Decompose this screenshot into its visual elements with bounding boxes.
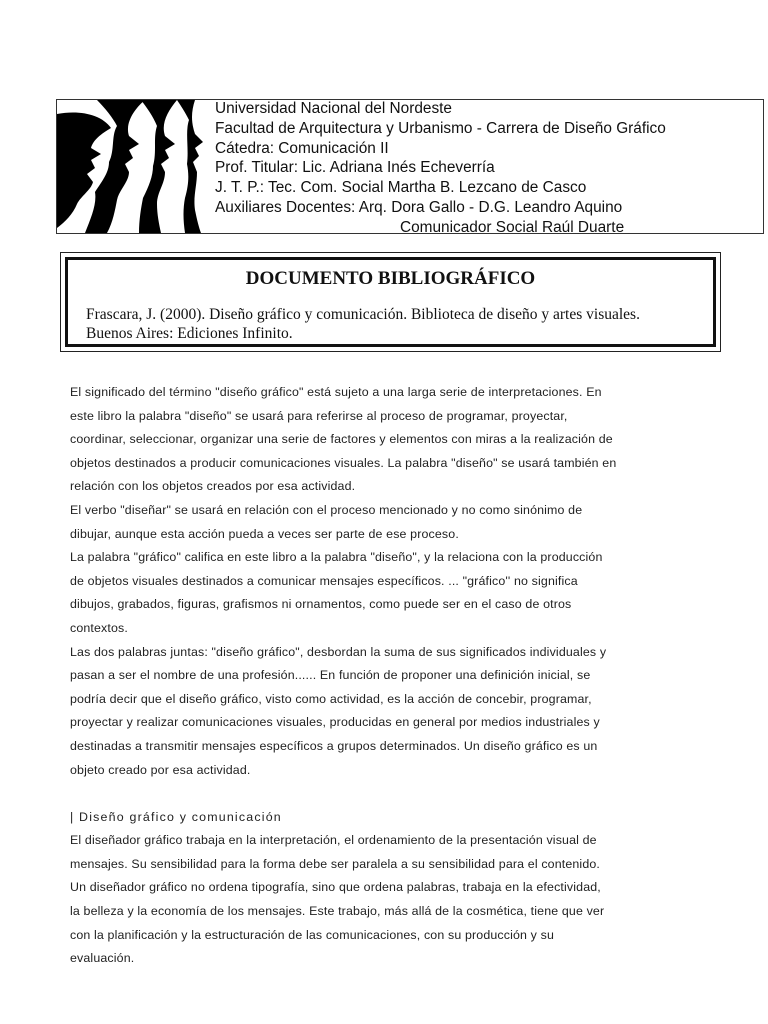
text-line: objeto creado por esa actividad. — [70, 762, 251, 777]
header-university: Universidad Nacional del Nordeste — [215, 100, 452, 117]
text-line: destinadas a transmitir mensajes específicos a grupos determinados. Un diseño gráfico es un — [70, 738, 598, 753]
text-line: El significado del término "diseño gráfico" está sujeto a una larga serie de interpretaciones. En — [70, 385, 602, 399]
text-line: objetos destinados a producir comunicaciones visuales. La palabra "diseño" se usará también en — [70, 455, 617, 470]
faces-logo — [57, 100, 205, 233]
text-line: pasan a ser el nombre de una profesión...... En función de proponer una definición inicial, se — [70, 668, 591, 683]
text-line: relación con los objetos creados por esa actividad. — [70, 479, 356, 494]
text-line: contextos. — [70, 620, 128, 635]
bibliographic-reference — [86, 305, 703, 343]
text-line: proyectar y realizar comunicaciones visuales, producidas en general por medios industriales y — [70, 715, 600, 730]
header-jtp: J. T. P.: Tec. Com. Social Martha B. Lezcano de Casco — [215, 179, 587, 197]
text-line: Las dos palabras juntas: "diseño gráfico", desbordan la suma de sus significados individuales y — [70, 644, 607, 659]
text-line: mensajes. Su sensibilidad para la forma debe ser paralela a su sensibilidad para el contenido. — [70, 856, 600, 871]
text-line: Un diseñador gráfico no ordena tipografía, sino que ordena palabras, trabaja en la efectividad, — [70, 880, 601, 895]
text-line: la belleza y la economía de los mensajes. Este trabajo, más allá de la cosmética, tiene que ver — [70, 904, 605, 919]
paragraph-2 — [70, 499, 710, 546]
section-subheading: | Diseño gráfico y comunicación — [70, 809, 282, 824]
reference-line: Buenos Aires: Ediciones Infinito. — [86, 325, 293, 342]
text-line: podría decir que el diseño gráfico, visto como actividad, es la acción de concebir, programar, — [70, 691, 592, 706]
header-box — [56, 99, 764, 234]
section-gap — [70, 782, 710, 806]
paragraph-5 — [70, 829, 710, 971]
text-line: coordinar, seleccionar, organizar una serie de factores y elementos con miras a la realización de — [70, 432, 613, 447]
text-line: El verbo "diseñar" se usará en relación con el proceso mencionado y no como sinónimo de — [70, 502, 583, 517]
document-box — [60, 252, 721, 352]
header-assistants: Auxiliares Docentes: Arq. Dora Gallo - D.G. Leandro Aquino — [215, 198, 623, 216]
paragraph-1 — [70, 381, 710, 499]
header-communicator: Comunicador Social Raúl Duarte — [400, 218, 625, 236]
document-title: DOCUMENTO BIBLIOGRÁFICO — [245, 268, 536, 289]
text-line: con la planificación y la estructuración de las comunicaciones, con su producción y su — [70, 927, 554, 942]
header-chair: Cátedra: Comunicación II — [215, 139, 389, 157]
text-line: dibujos, grabados, figuras, grafismos ni ornamentos, como puede ser en el caso de otros — [70, 597, 572, 612]
paragraph-3 — [70, 546, 710, 640]
reference-line: Frascara, J. (2000). Diseño gráfico y comunicación. Biblioteca de diseño y artes visuales. — [86, 306, 640, 323]
text-line: evaluación. — [70, 951, 135, 966]
text-line: La palabra "gráfico" califica en este libro a la palabra "diseño", y la relaciona con la producción — [70, 550, 603, 565]
header-professor: Prof. Titular: Lic. Adriana Inés Echeverría — [215, 159, 495, 177]
header-faculty: Facultad de Arquitectura y Urbanismo - Carrera de Diseño Gráfico — [215, 119, 666, 137]
header-text — [215, 99, 763, 238]
paragraph-4 — [70, 641, 710, 783]
document-box-inner — [65, 257, 716, 347]
text-line: este libro la palabra "diseño" se usará para referirse al proceso de programar, proyectar, — [70, 408, 568, 423]
text-line: de objetos visuales destinados a comunicar mensajes específicos. ... "gráfico'' no significa — [70, 573, 578, 588]
text-line: El diseñador gráfico trabaja en la interpretación, el ordenamiento de la presentación visual de — [70, 833, 597, 848]
body-text — [70, 381, 710, 971]
text-line: dibujar, aunque esta acción pueda a veces ser parte de ese proceso. — [70, 526, 459, 541]
